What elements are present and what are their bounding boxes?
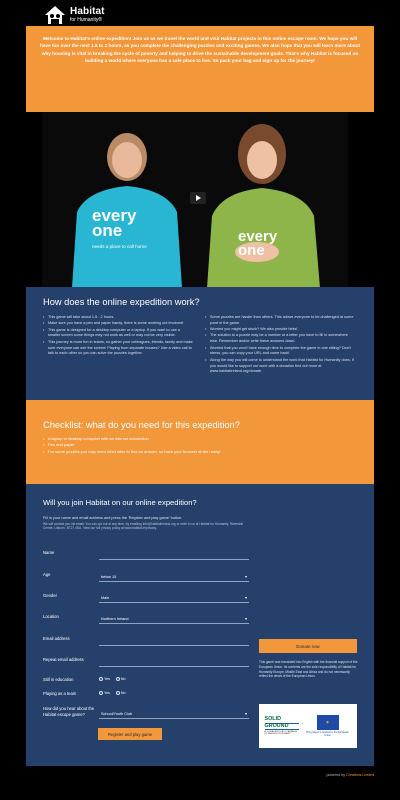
- team-yes-radio[interactable]: [99, 691, 110, 695]
- heard-row: [43, 706, 253, 722]
- radio-label: No: [120, 677, 126, 681]
- education-no-radio[interactable]: [116, 677, 126, 681]
- shirt-right-text: every one: [238, 228, 278, 259]
- team-label: Playing as a team: [43, 691, 77, 696]
- repeat-email-row: [43, 657, 253, 669]
- privacy-note: We will contact you via email. You can opt out at any time, by emailing info@habitatireland.org or write to us at Habitat for Humanity, Riverside Centre, Lisburn, BT27 4SA. View our full privacy policy at www.habitat.ie/privacy.: [43, 521, 244, 531]
- radio-label: Yes: [104, 677, 110, 681]
- habitat-logo[interactable]: [44, 4, 124, 26]
- registration-form: [26, 484, 374, 766]
- heard-select[interactable]: School/Youth Club ▾: [99, 709, 249, 719]
- eu-logo: [304, 715, 352, 737]
- list-item: • Some puzzles are harder than others. This allows everyone to be challenged at some point in the game.: [205, 315, 355, 327]
- form-description: Fill in your name and email address and press the 'Register and play game' button.: [43, 516, 183, 520]
- powered-by-label: powered by: [326, 773, 346, 777]
- education-yes-radio[interactable]: [99, 677, 110, 681]
- eu-caption: This project is funded by the European Union: [306, 731, 349, 737]
- brand-name: Habitat: [70, 6, 105, 17]
- location-select[interactable]: Northern Ireland ▾: [99, 614, 249, 624]
- gender-select[interactable]: Male ▾: [99, 593, 249, 603]
- footer-credit: [326, 773, 374, 777]
- age-row: [43, 572, 253, 584]
- intro-banner: [26, 26, 374, 112]
- team-row: [43, 691, 253, 703]
- register-button[interactable]: Register and play game: [98, 728, 162, 740]
- list-item: • This game is designed for a desktop computer or a laptop. If you want to use a smaller screen some things may not work as well or may not be very visible.: [43, 328, 193, 340]
- shirt-left-subtext: needs a place to call home: [92, 244, 147, 249]
- eu-flag-icon: ✶: [317, 715, 339, 730]
- gender-row: [43, 593, 253, 605]
- location-row: [43, 614, 253, 626]
- email-label: Email address: [43, 636, 70, 641]
- list-item: • This game will take about 1.5 - 2 hours.: [43, 315, 193, 321]
- list-item: • Pen and paper: [43, 442, 357, 448]
- email-field[interactable]: [99, 636, 249, 646]
- solid-ground-line2: GROUND: [265, 723, 299, 730]
- location-label: Location: [43, 614, 59, 619]
- checklist-section: [26, 400, 374, 484]
- education-label: Still in education: [43, 677, 74, 682]
- how-it-works-section: [26, 287, 374, 400]
- solid-ground-line1: SOLID: [264, 716, 281, 723]
- heard-label: How did you hear about the Habitat escape game?: [43, 706, 95, 717]
- list-item: • The solution to a puzzle may be a number or a letter you have to fill in somewhere else. Remember and/or write these answers down.: [205, 333, 355, 345]
- donate-button[interactable]: Donate now: [259, 639, 357, 653]
- age-label: Age: [43, 572, 51, 577]
- email-row: [43, 636, 253, 648]
- intro-text: Welcome to Habitat's online expedition! Join us as we travel the world and visit Habitat projects in this online escape room. We hope you will have fun over the next 1.5 to 2 hours, as you complete the challenging puzzles and exciting games. We also hope that you will learn more about why housing is vital in breaking the cycle of poverty and helping to drive the sustainable development goals. That's why Habitat is focused on building a world where everyone has a safe place to live. So pack your bag and sign up for the journey!: [39, 36, 361, 63]
- shirt-left-text: every one: [92, 206, 137, 241]
- how-list-right: [205, 315, 355, 376]
- solid-ground-sub: A GLOBAL ADVOCACY CAMPAIGN BY HABITAT FOR HUMANITY: [264, 730, 297, 735]
- repeat-email-field[interactable]: [99, 657, 249, 667]
- age-select[interactable]: below 15 ▾: [99, 572, 249, 582]
- name-label: Name: [43, 550, 55, 555]
- education-row: [43, 677, 253, 689]
- repeat-email-label: Repeat email address: [43, 657, 84, 662]
- person-left-face: [112, 142, 142, 178]
- radio-label: No: [120, 691, 126, 695]
- list-item: • Along the way you will come to understand the work that Habitat for Humanity does. If you would like to support our work with a donation find out more at www.habitatireland.org/donate.: [205, 358, 355, 376]
- brand-tagline: for Humanity®: [70, 17, 103, 23]
- name-field[interactable]: [99, 550, 249, 560]
- person-right-face: [247, 141, 277, 179]
- play-button[interactable]: [190, 192, 206, 204]
- partner-logos: [259, 704, 357, 748]
- list-item: • This journey is more fun in teams, so gather your colleagues, friends, family and make sure everyone can see the screen! Playing from separate houses? Use a video call to talk to each other so you can solve the puzzles together.: [43, 340, 193, 358]
- list-item: • Worried that you won't have enough time to complete the game in one sitting? Don't stress, you can copy your URL and come back!: [205, 346, 355, 358]
- translation-note: This game was translated into English with the financial support of the European Union. Its contents are the sole responsibility of Habitat for Humanity Europe, Middle East and Africa and do not necessarily reflect the views of the European Union.: [259, 660, 358, 679]
- powered-by-link[interactable]: Creations Limited: [346, 773, 374, 777]
- form-title: Will you join Habitat on our online expedition?: [43, 498, 197, 507]
- solid-ground-logo: [265, 709, 299, 743]
- how-title: How does the online expedition work?: [43, 297, 200, 307]
- list-item: • Make sure you have a pen and paper handy, there is some working out involved!: [43, 321, 193, 327]
- team-no-radio[interactable]: [116, 691, 126, 695]
- radio-label: Yes: [104, 691, 110, 695]
- name-row: [43, 550, 253, 562]
- list-item: • A laptop or desktop computer with an internet connection: [43, 436, 357, 442]
- list-item: • For some puzzles you may need other sites to find an answer, so have your browser at the ready!: [43, 449, 357, 455]
- house-logo-icon: [44, 5, 66, 25]
- checklist-title: Checklist: what do you need for this expedition?: [43, 420, 240, 430]
- list-item: • Worried you might get stuck? We also provide hints!: [205, 327, 355, 333]
- gender-label: Gender: [43, 593, 57, 598]
- how-list-left: [43, 315, 193, 376]
